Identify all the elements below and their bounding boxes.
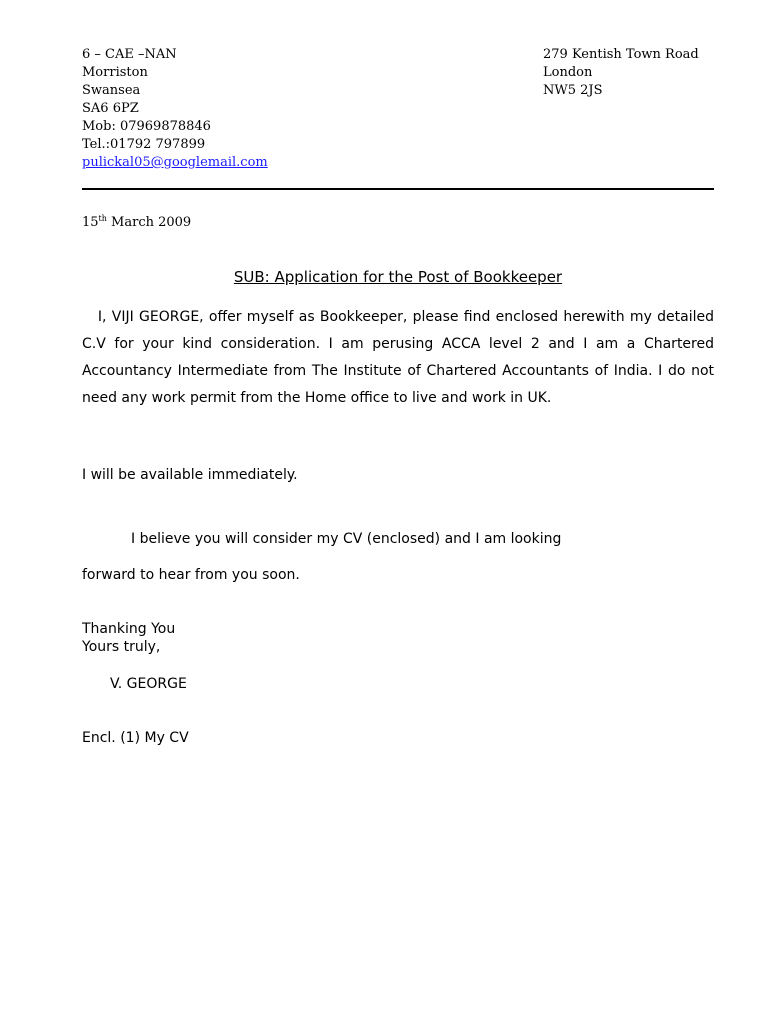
sender-mobile: Mob: 07969878846 <box>82 119 211 134</box>
letter-subject: SUB: Application for the Post of Bookkeeper <box>233 268 563 286</box>
body-paragraph-1 <box>82 304 714 412</box>
sender-address-line: Swansea <box>82 83 141 98</box>
sender-address-line: 6 – CAE –NAN <box>82 47 177 62</box>
body-paragraph-3-line-1: I believe you will consider my CV (enclosed) and I am looking <box>131 531 562 547</box>
recipient-address-line: NW5 2JS <box>543 83 603 98</box>
recipient-address <box>543 46 699 100</box>
header-divider <box>82 188 714 190</box>
body-paragraph-1-text: I, VIJI GEORGE, offer myself as Bookkeeper, please find enclosed herewith my detailed C.V for your kind consideration. I am perusing ACCA level 2 and I am a Chartered Accountancy Intermediate from The Institute of Chartered Accountants of India. I do not need any work permit from the Home office to live and work in UK. <box>82 309 714 406</box>
closing-thanks: Thanking You <box>82 621 176 637</box>
sender-address <box>82 46 268 172</box>
closing-yours-truly: Yours truly, <box>82 639 161 655</box>
date-suffix: th <box>98 214 107 223</box>
date-month-year: March 2009 <box>106 215 192 230</box>
body-paragraph-3-line-2: forward to hear from you soon. <box>82 567 300 583</box>
sender-email-link[interactable]: pulickal05@googlemail.com <box>82 155 268 170</box>
sender-address-line: Morriston <box>82 65 148 80</box>
enclosure-note: Encl. (1) My CV <box>82 730 189 746</box>
signature-name: V. GEORGE <box>110 676 187 692</box>
date-day: 15 <box>82 215 99 230</box>
sender-address-line: SA6 6PZ <box>82 101 139 116</box>
body-paragraph-2: I will be available immediately. <box>82 467 298 483</box>
recipient-address-line: 279 Kentish Town Road <box>543 47 699 62</box>
letter-date <box>82 214 191 232</box>
recipient-address-line: London <box>543 65 593 80</box>
sender-telephone: Tel.:01792 797899 <box>82 137 206 152</box>
